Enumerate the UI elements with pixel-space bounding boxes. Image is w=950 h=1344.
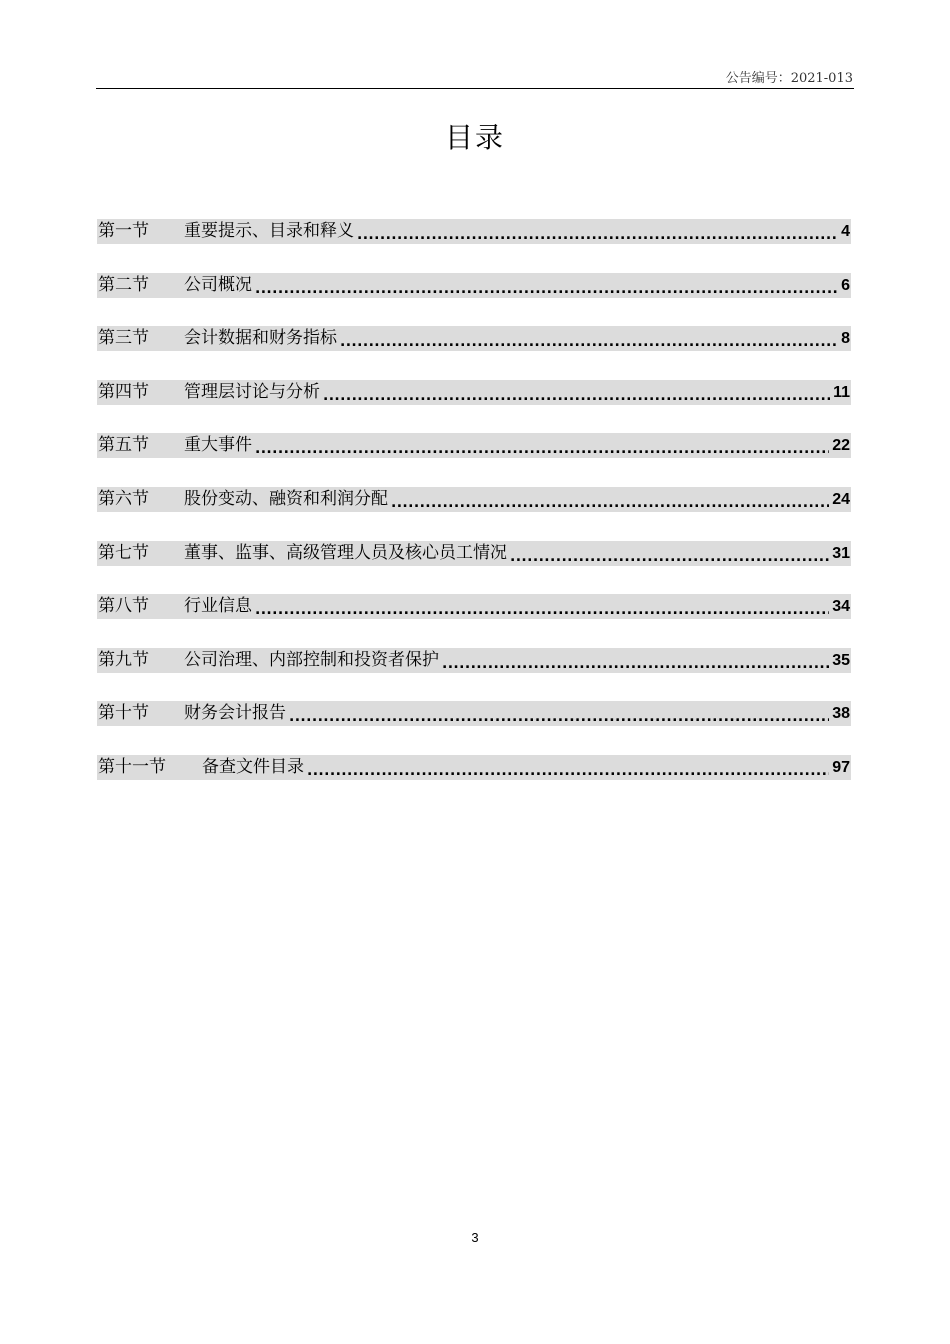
toc-section-number: 第五节: [98, 435, 149, 456]
toc-section-number: 第四节: [98, 381, 149, 402]
toc-page-number: 31: [832, 544, 850, 562]
toc-section-title: 股份变动、融资和利润分配: [184, 488, 388, 509]
toc-entry-section-2[interactable]: [97, 273, 851, 298]
toc-dot-leader: [340, 326, 838, 351]
toc-section-title: 管理层讨论与分析: [184, 381, 320, 402]
toc-section-number: 第七节: [98, 542, 149, 563]
toc-section-title: 会计数据和财务指标: [184, 328, 337, 349]
toc-section-number: 第六节: [98, 488, 149, 509]
toc-entry-section-6[interactable]: [97, 487, 851, 512]
toc-section-title: 重要提示、目录和释义: [184, 221, 354, 241]
toc-page-number: 35: [832, 651, 850, 669]
toc-dot-leader: [442, 648, 829, 673]
toc-section-number: 第十节: [98, 703, 149, 724]
toc-entry-section-1[interactable]: [97, 219, 851, 244]
page-number: 3: [471, 1230, 479, 1245]
toc-page-number: 11: [833, 383, 850, 401]
toc-dot-leader: [255, 594, 829, 619]
toc-dot-leader: [307, 755, 829, 780]
toc-dot-leader: [510, 541, 829, 566]
toc-entry-section-10[interactable]: [97, 701, 851, 726]
toc-entry-section-7[interactable]: [97, 541, 851, 566]
toc-page-number: 38: [832, 705, 850, 723]
toc-section-title: 行业信息: [184, 596, 252, 617]
toc-dot-leader: [289, 701, 829, 726]
toc-section-number: 第一节: [98, 221, 149, 241]
toc-page-number: 97: [832, 758, 850, 776]
toc-entry-section-3[interactable]: [97, 326, 851, 351]
toc-section-title: 重大事件: [184, 435, 252, 456]
toc-section-title: 财务会计报告: [184, 703, 286, 724]
toc-section-title: 备查文件目录: [202, 756, 304, 777]
toc-dot-leader: [255, 273, 838, 298]
toc-page-number: 8: [841, 330, 850, 348]
toc-page-number: 24: [832, 490, 850, 508]
toc-entry-section-4[interactable]: [97, 380, 851, 405]
toc-section-number: 第八节: [98, 596, 149, 617]
toc-page-number: 6: [841, 276, 850, 294]
toc-section-title: 公司治理、内部控制和投资者保护: [184, 649, 439, 670]
table-of-contents: [97, 219, 851, 809]
toc-entry-section-8[interactable]: [97, 594, 851, 619]
toc-entry-section-9[interactable]: [97, 648, 851, 673]
toc-dot-leader: [357, 219, 838, 244]
toc-dot-leader: [391, 487, 829, 512]
toc-entry-section-5[interactable]: [97, 433, 851, 458]
page-title: 目录: [444, 121, 505, 154]
toc-page-number: 4: [841, 223, 850, 240]
toc-section-number: 第二节: [98, 274, 149, 295]
toc-page-number: 34: [832, 598, 850, 616]
toc-section-number: 第九节: [98, 649, 149, 670]
toc-dot-leader: [255, 433, 829, 458]
toc-section-title: 公司概况: [184, 274, 252, 295]
toc-section-number: 第三节: [98, 328, 149, 349]
announcement-code: 公告编号：2021-013: [725, 71, 853, 86]
toc-dot-leader: [323, 380, 830, 405]
toc-page-number: 22: [832, 437, 850, 455]
toc-entry-section-11[interactable]: [97, 755, 851, 780]
header-divider: [96, 88, 854, 89]
toc-section-number: 第十一节: [98, 756, 166, 777]
toc-section-title: 董事、监事、高级管理人员及核心员工情况: [184, 542, 507, 563]
